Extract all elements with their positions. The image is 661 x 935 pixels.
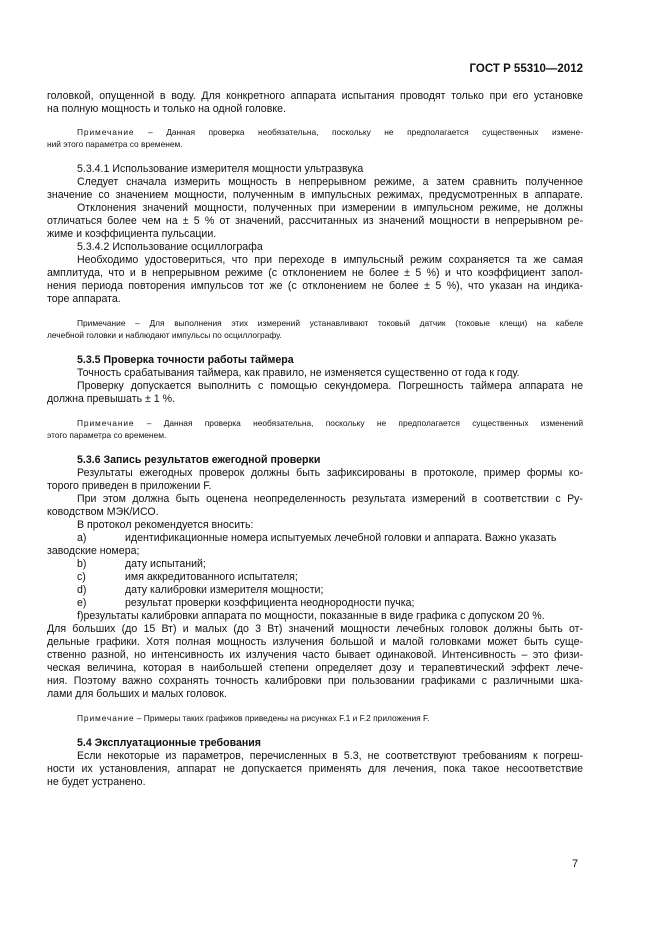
body-line: значение со значением мощности, полученным в импульсных режимах, предусмотренных в аппарате. (47, 189, 583, 201)
subsection-heading: 5.3.4.1 Использование измерителя мощности ультразвука (77, 163, 364, 175)
note-line (77, 713, 583, 724)
note-line (77, 127, 583, 138)
body-line: ственно разной, но интенсивность их излучения часто бывает одинаковой. Интенсивность – это физи- (47, 649, 583, 661)
body-line: амплитуда, что и в непрерывном режиме (с отклонением не более ± 5 %) и что коэффициент запол- (47, 267, 583, 279)
note-label: Примечание (77, 713, 135, 723)
list-marker: a) (77, 532, 87, 544)
body-line: лами для больших и малых головок. (47, 688, 227, 700)
body-line: нения периода повторения импульсов тот же (с отклонением не более ± 5 %), что указан на индика- (47, 280, 583, 292)
body-line: не будет устранено. (47, 776, 146, 788)
body-line: Отклонения значений мощности, полученных при измерении в импульсном режиме, не должны (77, 202, 583, 214)
body-line: заводские номера; (47, 545, 140, 557)
body-line: ности их установления, аппарат не допускается применять для лечения, пока такое несоответствие (47, 763, 583, 775)
list-item (77, 571, 583, 584)
section-heading: 5.3.5 Проверка точности работы таймера (77, 354, 294, 366)
body-line: головкой, опущенной в воду. Для конкретного аппарата испытания проводят только при его установке (47, 90, 583, 102)
body-line: Точность срабатывания таймера, как правило, не изменяется существенно от года к году. (77, 367, 520, 379)
list-item (77, 584, 583, 597)
body-line: торого приведен в приложении F. (47, 480, 212, 492)
body-line: Если некоторые из параметров, перечисленных в 5.3, не соответствуют требованиям к погреш- (77, 750, 583, 762)
list-marker: d) (77, 584, 87, 596)
body-line: f)результаты калибровки аппарата по мощности, показанные в виде графика с допуском 20 %. (77, 610, 545, 622)
body-line: Необходимо удостовериться, что при переходе в импульсный режим сохраняется та же самая (77, 254, 583, 266)
section-heading: 5.4 Эксплуатационные требования (77, 737, 261, 749)
note-text: – Данная проверка необязательна, поскольку не предполагается существенных измене- (134, 127, 583, 137)
body-line: Результаты ежегодных проверок должны быть зафиксированы в протоколе, пример формы ко- (77, 467, 583, 479)
note-text: – Данная проверка необязательна, поскольку не предполагается существенных изменений (134, 418, 583, 428)
body-line: торе аппарата. (47, 293, 121, 305)
list-item (77, 558, 583, 571)
body-line: Для больших (до 15 Вт) и малых (до 3 Вт) значений мощности лечебных головок должны быть от- (47, 623, 583, 635)
body-line: на полную мощность и только на одной головке. (47, 103, 286, 115)
list-text: результат проверки коэффициента неоднородности пучка; (125, 597, 415, 609)
body-line: жиме и коэффициента пульсации. (47, 228, 217, 240)
note-line: ний этого параметра со временем. (47, 139, 183, 149)
body-line: должна превышать ± 1 %. (47, 393, 175, 405)
list-marker: c) (77, 571, 86, 583)
section-heading: 5.3.6 Запись результатов ежегодной проверки (77, 454, 321, 466)
note-line: Примечание – Для выполнения этих измерений устанавливают токовый датчик (токовые клещи) на кабеле (77, 318, 583, 328)
document-header: ГОСТ Р 55310—2012 (469, 63, 583, 75)
note-label: Примечание (77, 418, 135, 428)
body-line: Проверку допускается выполнить с помощью секундомера. Погрешность таймера аппарата не (77, 380, 583, 392)
note-label: Примечание (77, 127, 135, 137)
list-text: дату калибровки измерителя мощности; (125, 584, 324, 596)
body-line: дельные графики. Хотя полная мощность излучения большой и малой головками может быть суще- (47, 636, 583, 648)
list-marker: e) (77, 597, 87, 609)
body-line: В протокол рекомендуется вносить: (77, 519, 254, 531)
list-text: идентификационные номера испытуемых лечебной головки и аппарата. Важно указать (125, 532, 557, 544)
note-line (77, 418, 583, 429)
body-line: ческая величина, которая в наибольшей степени определяет дозу и терапевтический эффект лече- (47, 662, 583, 674)
body-line: Следует сначала измерить мощность в непрерывном режиме, а затем сравнить полученное (77, 176, 583, 188)
list-text: дату испытаний; (125, 558, 206, 570)
list-item (77, 532, 583, 545)
list-marker: b) (77, 558, 87, 570)
body-line: отличаться более чем на ± 5 % от значений, рассчитанных из значений мощности в непрерывном ре- (47, 215, 583, 227)
subsection-heading: 5.3.4.2 Использование осциллографа (77, 241, 263, 253)
list-item (77, 597, 583, 610)
list-text: имя аккредитованного испытателя; (125, 571, 298, 583)
body-line: ния. Поэтому важно сохранять точность калибровки при пользовании графиками с различными шка- (47, 675, 583, 687)
body-line: При этом должна быть оценена неопределенность результата измерений в соответствии с Ру- (77, 493, 583, 505)
page-number: 7 (572, 858, 579, 870)
note-text: – Примеры таких графиков приведены на рисунках F.1 и F.2 приложения F. (134, 713, 430, 723)
body-line: ководством МЭК/ИСО. (47, 506, 159, 518)
note-line: этого параметра со временем. (47, 430, 167, 440)
note-line: лечебной головки и наблюдают импульсы по осциллографу. (47, 330, 282, 340)
